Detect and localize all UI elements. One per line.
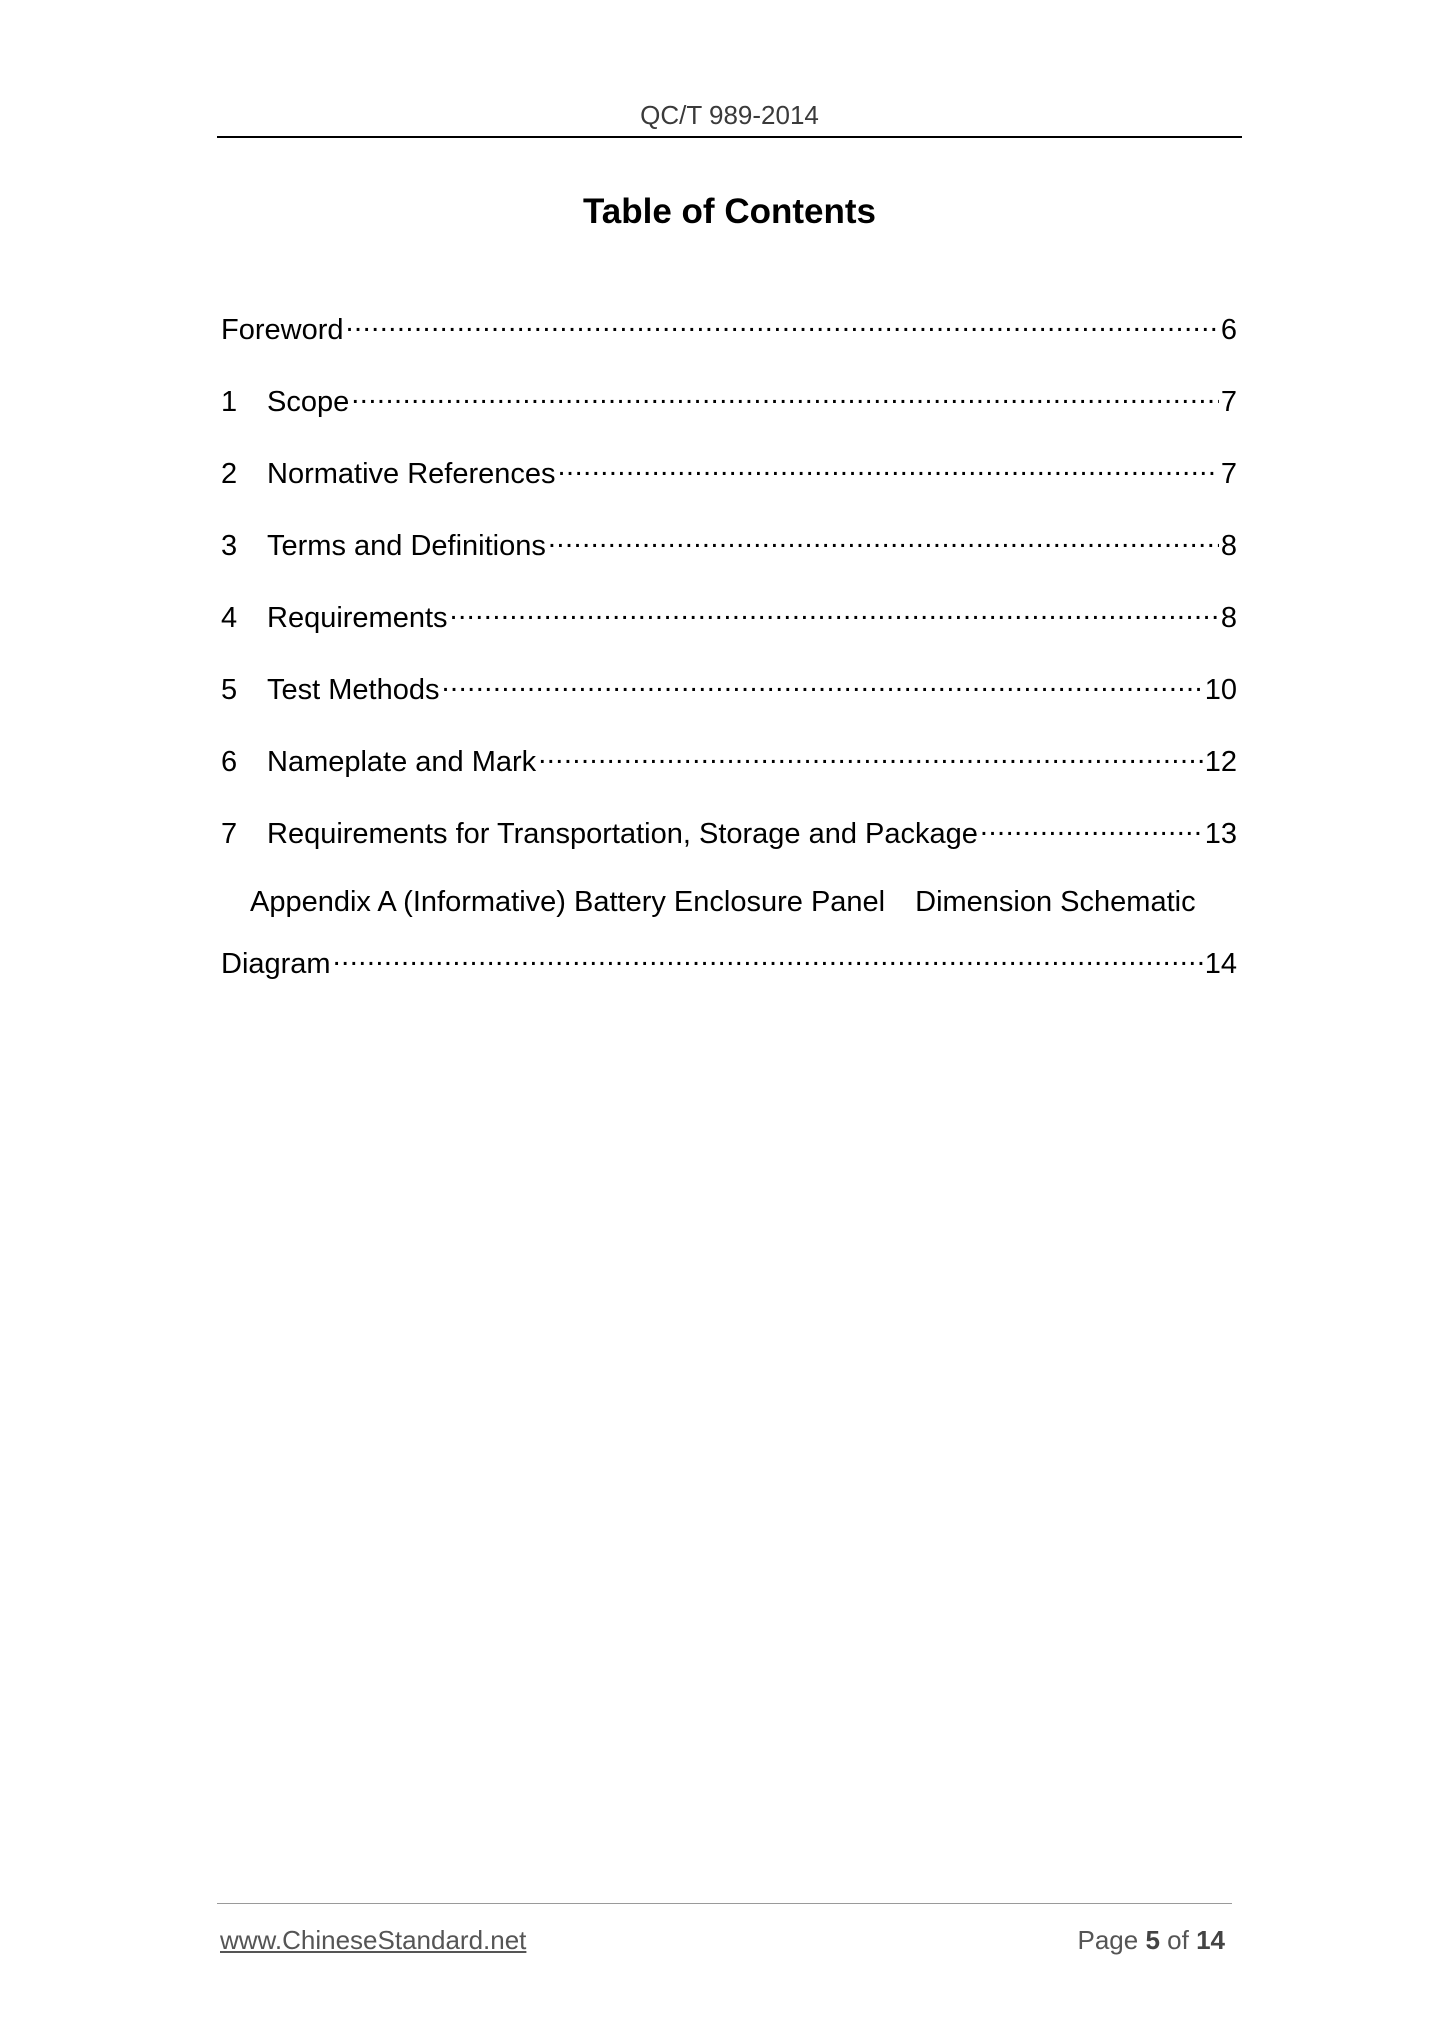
footer-page-number <box>1077 1925 1225 1956</box>
toc-entry-number: 2 <box>221 458 238 490</box>
toc-leader-dots <box>441 670 1202 699</box>
header-standard-code: QC/T 989-2014 <box>640 100 819 130</box>
toc-entry-number: 6 <box>221 746 238 778</box>
toc-entry-foreword[interactable] <box>221 310 1237 382</box>
toc-entry-page: 6 <box>1220 314 1237 346</box>
header-divider <box>217 136 1242 138</box>
toc-leader-dots <box>346 310 1219 339</box>
toc-entry-label: Requirements <box>267 602 448 634</box>
toc-entry-number: 3 <box>221 530 238 562</box>
toc-appendix-label-line2: Diagram <box>221 948 331 980</box>
toc-leader-dots <box>558 454 1219 483</box>
toc-entry-page: 7 <box>1220 458 1237 490</box>
toc-leader-dots <box>333 944 1203 973</box>
toc-entry-page: 14 <box>1204 948 1237 980</box>
toc-entry-label: Test Methods <box>267 674 440 706</box>
toc-leader-dots <box>548 526 1219 555</box>
footer-website-link[interactable]: www.ChineseStandard.net <box>220 1925 527 1955</box>
footer-page-of: of <box>1167 1925 1189 1955</box>
toc-entry-scope[interactable] <box>221 382 1237 454</box>
toc-leader-dots <box>980 814 1203 843</box>
toc-entry-page: 10 <box>1204 674 1237 706</box>
toc-entry-test-methods[interactable] <box>221 670 1237 742</box>
toc-entry-label: Requirements for Transportation, Storage and Package <box>267 818 978 850</box>
footer-page-prefix: Page <box>1077 1925 1139 1955</box>
toc-entry-number: 4 <box>221 602 238 634</box>
footer-current-page: 5 <box>1145 1925 1160 1955</box>
toc-entry-label: Terms and Definitions <box>267 530 546 562</box>
toc-entry-page: 7 <box>1220 386 1237 418</box>
toc-leader-dots <box>450 598 1219 627</box>
toc-entry-appendix-a-continued[interactable] <box>221 944 1237 1016</box>
toc-leader-dots <box>538 742 1203 771</box>
toc-entry-number: 7 <box>221 818 238 850</box>
toc-entry-label: Nameplate and Mark <box>267 746 537 778</box>
toc-entry-page: 8 <box>1220 530 1237 562</box>
toc-entry-requirements[interactable] <box>221 598 1237 670</box>
toc-entry-page: 8 <box>1220 602 1237 634</box>
footer-total-pages: 14 <box>1196 1925 1225 1955</box>
toc-entry-label: Scope <box>267 386 350 418</box>
toc-appendix-label-part2: Dimension Schematic <box>915 886 1196 918</box>
toc-entry-page: 12 <box>1204 746 1237 778</box>
toc-entry-number: 1 <box>221 386 238 418</box>
toc-title: Table of Contents <box>583 192 876 231</box>
toc-list <box>221 310 1237 1016</box>
toc-entry-terms-definitions[interactable] <box>221 526 1237 598</box>
toc-entry-page: 13 <box>1204 818 1237 850</box>
toc-entry-transportation-storage-package[interactable] <box>221 814 1237 886</box>
toc-entry-nameplate-mark[interactable] <box>221 742 1237 814</box>
toc-entry-label: Foreword <box>221 314 344 346</box>
toc-entry-label: Normative References <box>267 458 556 490</box>
toc-leader-dots <box>351 382 1219 411</box>
toc-entry-appendix-a[interactable] <box>221 886 1237 944</box>
toc-appendix-label-part1: Appendix A (Informative) Battery Enclosure Panel <box>250 886 886 918</box>
toc-entry-normative-references[interactable] <box>221 454 1237 526</box>
footer-divider <box>217 1903 1232 1904</box>
toc-entry-number: 5 <box>221 674 238 706</box>
